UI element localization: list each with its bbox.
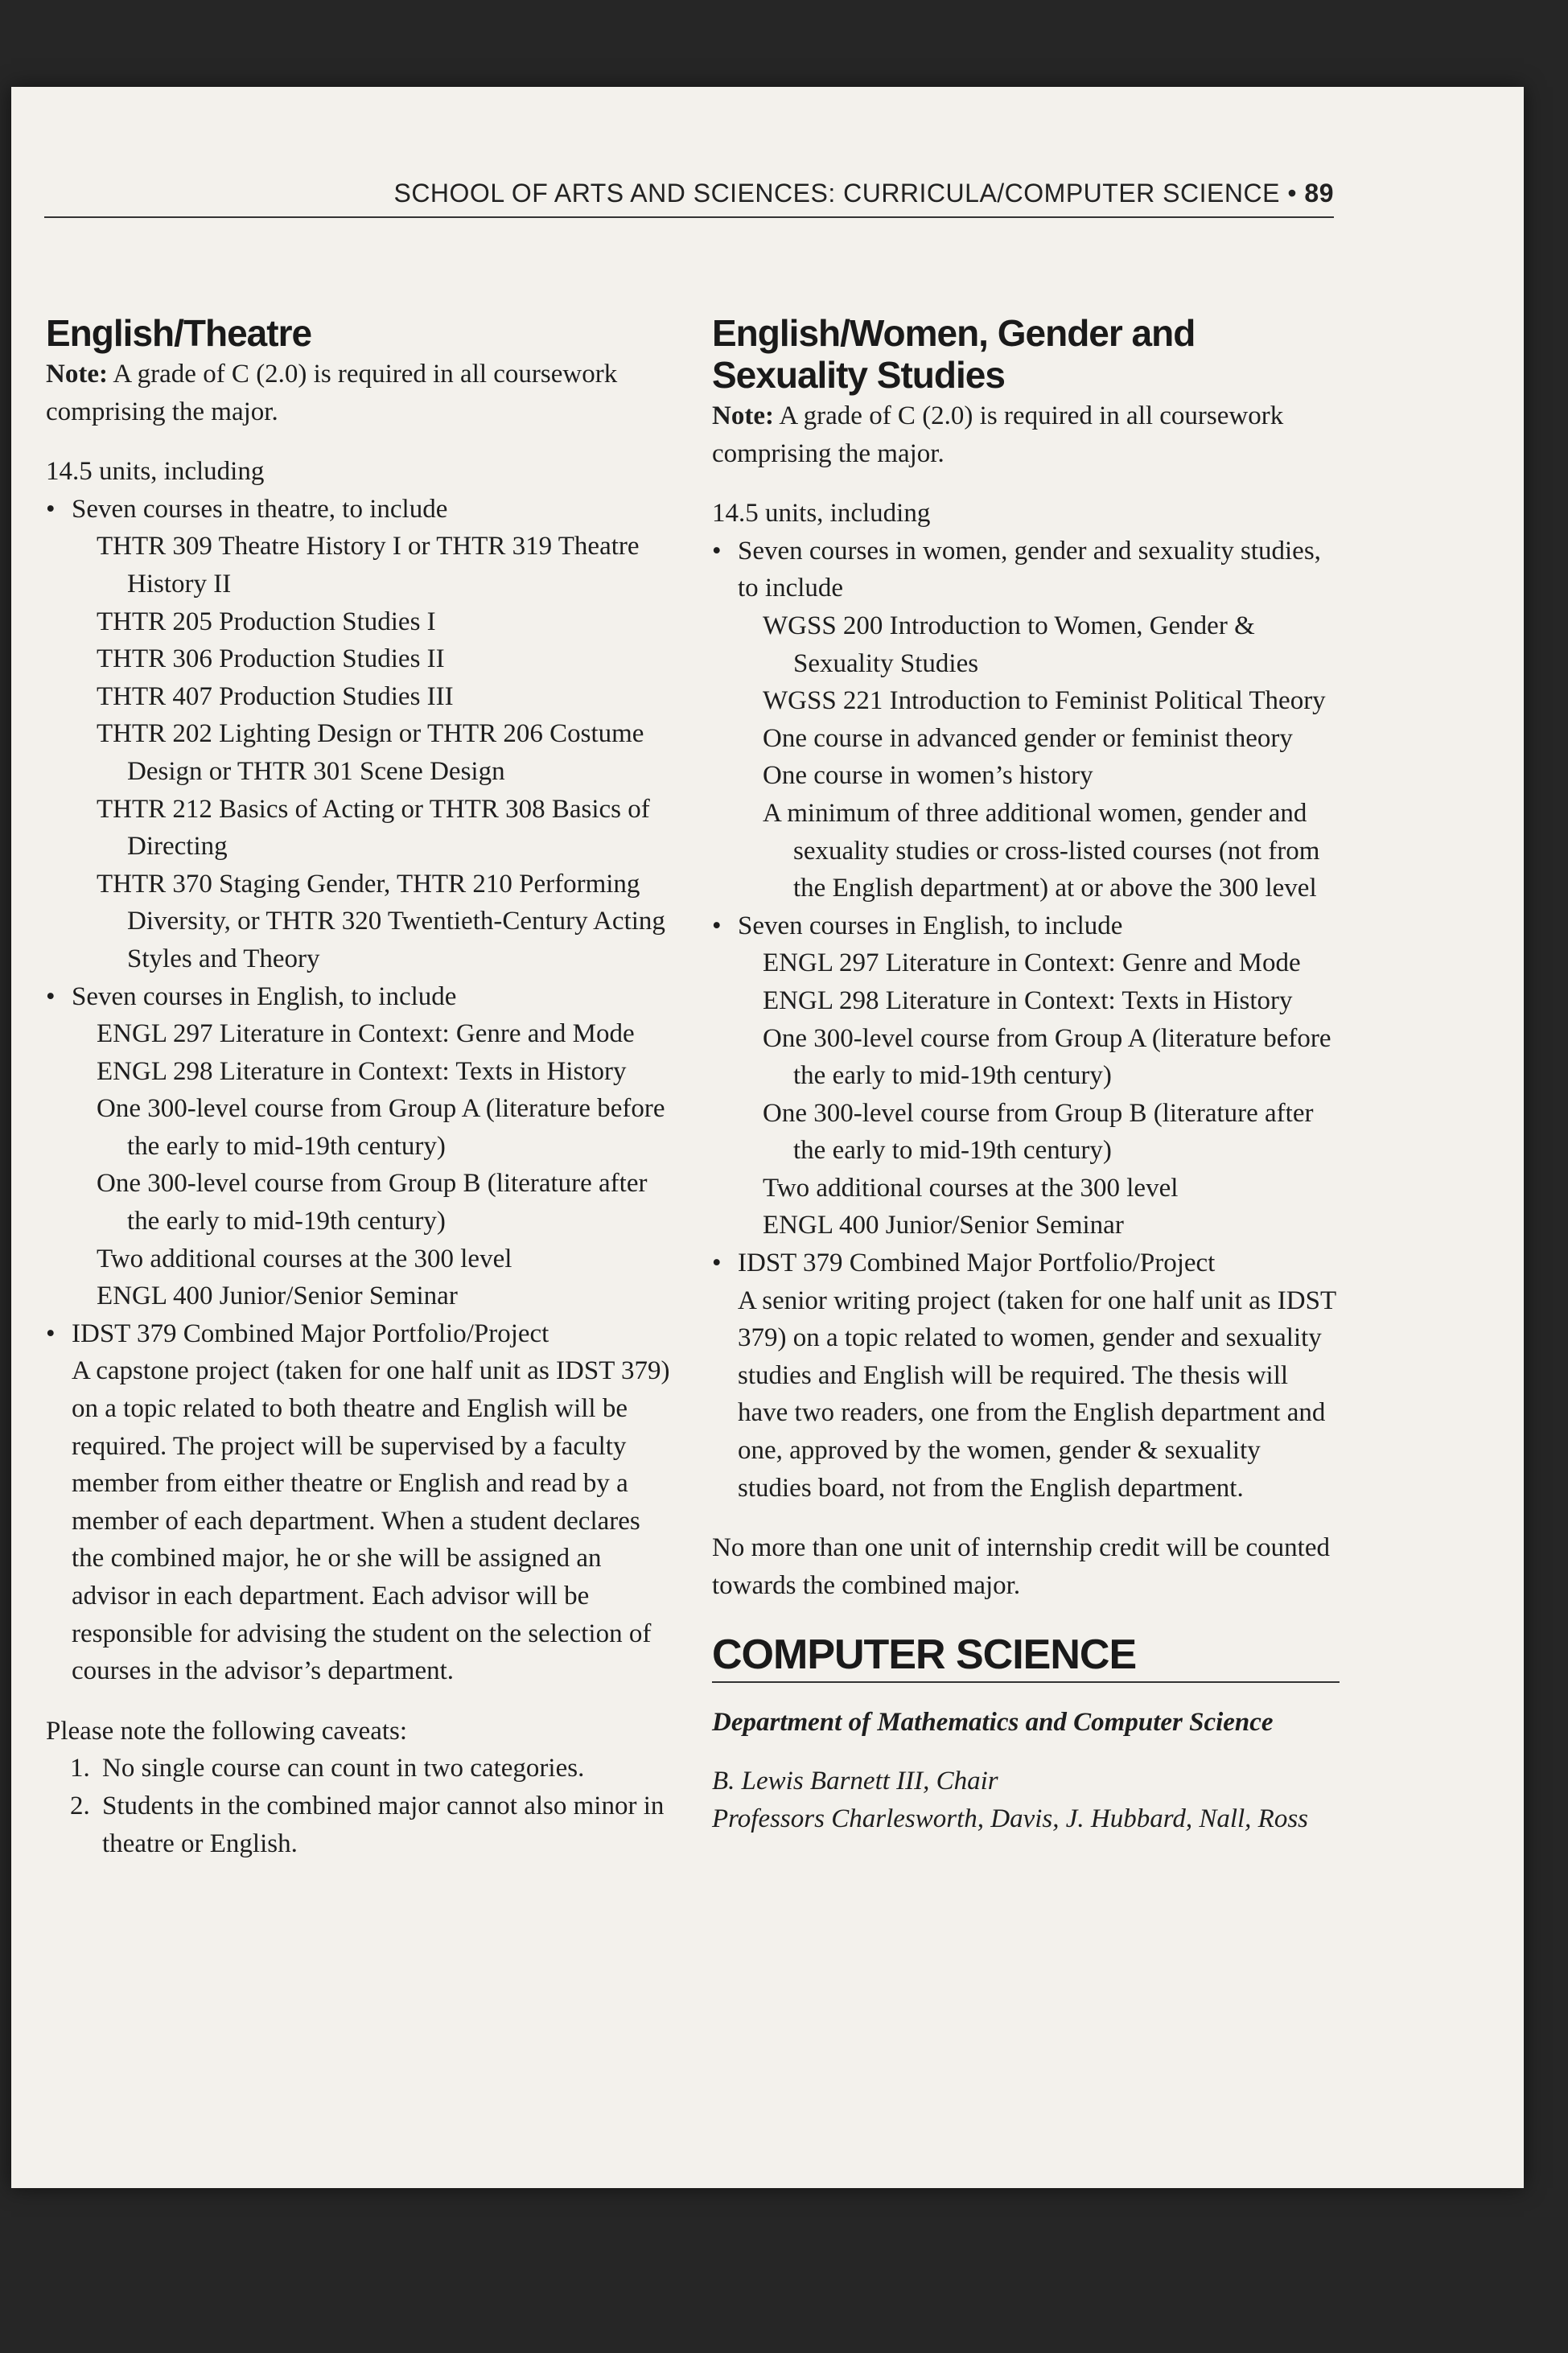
course-item: ENGL 400 Junior/Senior Seminar (763, 1211, 1124, 1240)
course-item: Two additional courses at the 300 level (763, 1173, 1179, 1203)
note-label: Note: (46, 360, 108, 389)
idst-bullet: • IDST 379 Combined Major Portfolio/Project (46, 1315, 672, 1353)
department-chair: B. Lewis Barnett III, Chair (712, 1767, 998, 1796)
course-item: THTR 212 Basics of Acting or THTR 308 Basics of Directing (97, 794, 650, 862)
english-theatre-heading: English/Theatre (46, 312, 312, 354)
course-item: THTR 309 Theatre History I or THTR 319 Theatre History II (97, 532, 640, 599)
course-item: One 300-level course from Group A (literature before the early to mid-19th century) (97, 1094, 665, 1161)
course-item: One 300-level course from Group B (literature after the early to mid-19th century) (97, 1169, 648, 1236)
course-item: THTR 306 Production Studies II (97, 644, 445, 674)
english-bullet: • Seven courses in English, to include (712, 907, 1340, 945)
computer-science-heading: COMPUTER SCIENCE (712, 1631, 1340, 1683)
course-item: One course in women’s history (763, 761, 1093, 791)
left-note (46, 356, 672, 430)
header-text: SCHOOL OF ARTS AND SCIENCES: CURRICULA/COMPUTER SCIENCE • (393, 179, 1298, 208)
right-units: 14.5 units, including (712, 499, 931, 529)
page-number: 89 (1304, 179, 1334, 208)
internship-paragraph: No more than one unit of internship credit will be counted towards the combined major. (712, 1533, 1330, 1600)
idst-bullet: • IDST 379 Combined Major Portfolio/Project (712, 1244, 1340, 1282)
department-name: Department of Mathematics and Computer Science (712, 1708, 1274, 1738)
course-item: One 300-level course from Group A (literature before the early to mid-19th century) (763, 1023, 1331, 1091)
course-item: ENGL 297 Literature in Context: Genre and Mode (763, 948, 1301, 978)
course-item: ENGL 400 Junior/Senior Seminar (97, 1281, 458, 1311)
note-text: A grade of C (2.0) is required in all coursework comprising the major. (46, 360, 618, 426)
left-units: 14.5 units, including (46, 457, 265, 487)
course-item: THTR 202 Lighting Design or THTR 206 Costume Design or THTR 301 Scene Design (97, 719, 644, 786)
course-item: THTR 205 Production Studies I (97, 607, 436, 636)
note-label: Note: (712, 401, 774, 430)
theatre-bullet: • Seven courses in theatre, to include (46, 491, 672, 529)
course-item: ENGL 297 Literature in Context: Genre and Mode (97, 1019, 635, 1049)
project-paragraph: A senior writing project (taken for one half unit as IDST 379) on a topic related to women, gender and sexuality studies and English will be required. The thesis will have two readers, one from the English department and one, approved by the women, gender & sexuality studies board, not from the English department. (738, 1286, 1336, 1503)
professors-list: Professors Charlesworth, Davis, J. Hubbard, Nall, Ross (712, 1804, 1309, 1833)
running-header (44, 179, 1334, 218)
course-item: ENGL 298 Literature in Context: Texts in History (97, 1056, 627, 1086)
english-wgss-heading: English/Women, Gender and Sexuality Studies (712, 312, 1196, 396)
english-bullet: • Seven courses in English, to include (46, 978, 672, 1016)
wgss-bullet: • Seven courses in women, gender and sexuality studies, to include (712, 533, 1340, 607)
course-item: WGSS 200 Introduction to Women, Gender & Sexuality Studies (763, 611, 1255, 678)
caveats-list (46, 1750, 672, 1862)
caveats-intro: Please note the following caveats: (46, 1716, 408, 1746)
course-item: Two additional courses at the 300 level (97, 1244, 512, 1273)
caveat-item: 2. Students in the combined major cannot also minor in theatre or English. (70, 1791, 665, 1858)
course-item: THTR 370 Staging Gender, THTR 210 Performing Diversity, or THTR 320 Twentieth-Century Acting Styles and Theory (97, 869, 665, 973)
course-item: One 300-level course from Group B (literature after the early to mid-19th century) (763, 1098, 1314, 1166)
course-item: WGSS 221 Introduction to Feminist Political Theory (763, 686, 1326, 716)
capstone-paragraph: A capstone project (taken for one half unit as IDST 379) on a topic related to both theatre and English will be required. The project will be supervised by a faculty member from either theatre or English and read by a member of each department. When a student declares the combined major, he or she will be assigned an advisor in each department. Each advisor will be responsible for advising the student on the selection of courses in the advisor’s department. (72, 1356, 670, 1686)
course-item: One course in advanced gender or feminist theory (763, 723, 1293, 753)
right-note (712, 397, 1340, 472)
caveat-item: 1. No single course can count in two categories. (70, 1754, 585, 1783)
right-column (712, 312, 1340, 1837)
course-item: A minimum of three additional women, gender and sexuality studies or cross-listed courses (not from the English department) at or above the 300 level (763, 798, 1320, 903)
course-item: ENGL 298 Literature in Context: Texts in History (763, 985, 1293, 1015)
left-column (46, 312, 672, 1862)
note-text: A grade of C (2.0) is required in all coursework comprising the major. (712, 401, 1284, 468)
course-item: THTR 407 Production Studies III (97, 681, 454, 711)
